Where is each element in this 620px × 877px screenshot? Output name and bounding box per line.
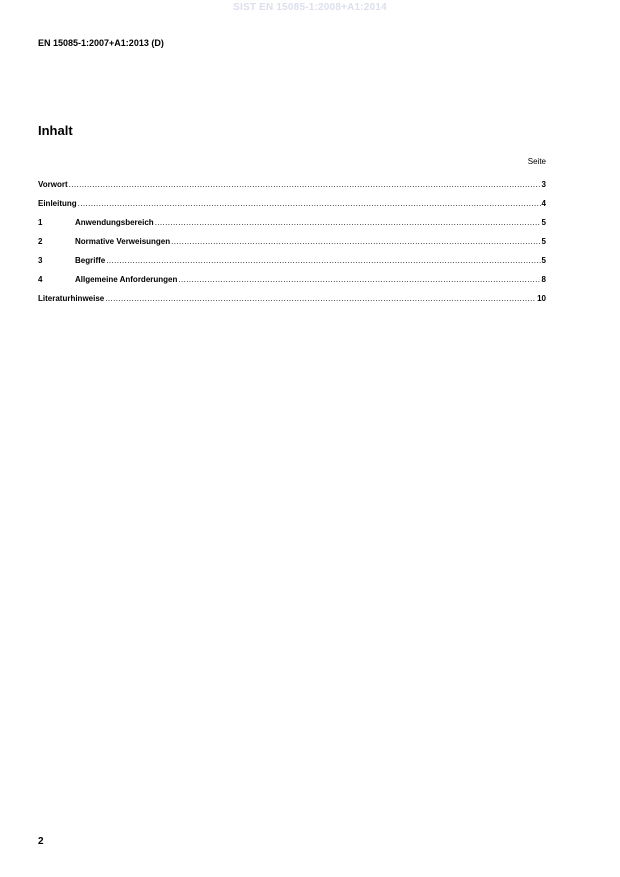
toc-entry-literaturhinweise[interactable]	[38, 294, 546, 313]
document-id: EN 15085-1:2007+A1:2013 (D)	[38, 38, 164, 48]
page-number: 2	[38, 836, 44, 847]
toc-entry-number: 1	[38, 218, 43, 227]
toc-entry-number: 3	[38, 256, 43, 265]
watermark: SIST EN 15085-1:2008+A1:2014	[233, 2, 387, 13]
toc-entry-normative-verweisungen[interactable]	[38, 237, 546, 256]
toc-entry-page: 8	[541, 275, 546, 284]
toc-entry-title: Allgemeine Anforderungen	[75, 275, 178, 284]
toc-entry-page: 5	[541, 218, 546, 227]
toc-entry-page: 5	[541, 256, 546, 265]
toc-entry-page: 4	[541, 199, 546, 208]
toc-dot-leader	[106, 256, 540, 265]
toc-entry-page: 10	[537, 294, 546, 303]
toc-entry-title: Anwendungsbereich	[75, 218, 154, 227]
toc-entry-number: 2	[38, 237, 43, 246]
toc-entry-anwendungsbereich[interactable]	[38, 218, 546, 237]
toc-entry-einleitung[interactable]	[38, 199, 546, 218]
page-column-label: Seite	[527, 157, 546, 166]
toc-heading: Inhalt	[38, 123, 73, 138]
toc-entry-begriffe[interactable]	[38, 256, 546, 275]
toc-entry-vorwort[interactable]	[38, 180, 546, 199]
toc-dot-leader	[78, 199, 541, 208]
toc-dot-leader	[155, 218, 541, 227]
toc-entry-number: 4	[38, 275, 43, 284]
toc-dot-leader	[178, 275, 540, 284]
toc-entry-title: Begriffe	[75, 256, 106, 265]
toc-entry-page: 3	[541, 180, 546, 189]
toc-entry-title: Literaturhinweise	[38, 294, 105, 303]
toc-entry-title: Normative Verweisungen	[75, 237, 171, 246]
toc-dot-leader	[105, 294, 536, 303]
toc-entry-allgemeine-anforderungen[interactable]	[38, 275, 546, 294]
toc-dot-leader	[171, 237, 540, 246]
toc-entry-title: Einleitung	[38, 199, 77, 208]
toc-dot-leader	[69, 180, 541, 189]
toc-entry-page: 5	[541, 237, 546, 246]
table-of-contents	[38, 180, 546, 313]
toc-entry-title: Vorwort	[38, 180, 68, 189]
